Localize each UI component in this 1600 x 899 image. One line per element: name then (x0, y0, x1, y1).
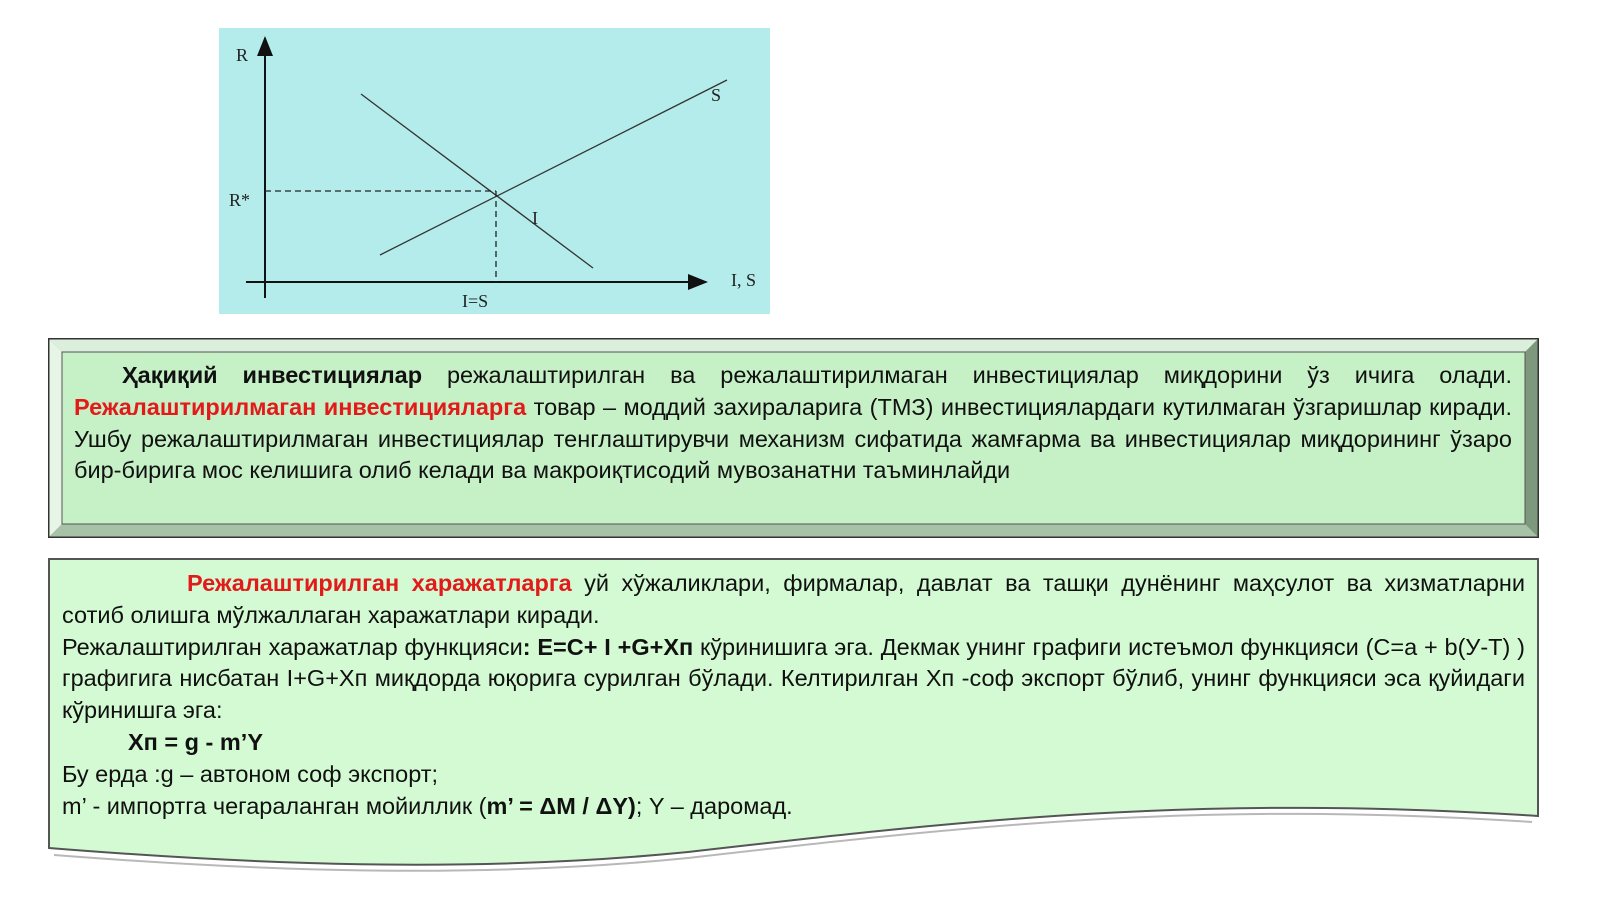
import-propensity-line: m’ - импортга чегараланган мойиллик (m’ = ΔM / ΔY); Y – даромад. (62, 792, 793, 819)
x-axis-label: I, S (731, 270, 757, 290)
equilibrium-rate-label: R* (229, 190, 251, 210)
import-propensity-formula: m’ = ΔM / ΔY) (486, 792, 636, 819)
real-investment-box (48, 338, 1539, 538)
net-export-formula-line (62, 727, 1525, 759)
autonomous-export-line: Бу ерда :g – автоном соф экспорт; (62, 760, 439, 787)
expenditure-formula: : E=C+ I +G+Xп (522, 633, 694, 660)
planned-expenditure-term: Режалаштирилган харажатларга (187, 570, 572, 596)
curve-s-label: S (711, 85, 722, 105)
real-investment-paragraph (74, 360, 1512, 487)
investment-curve-i (361, 94, 593, 268)
net-export-formula: Xп = g - m’Y (128, 728, 263, 755)
diagram-canvas (219, 28, 770, 314)
unplanned-investment-term: Режалаштирилмаган инвестицияларга (74, 393, 527, 420)
planned-expenditure-paragraph: Режалаштирилган харажатларга уй хўжаликлари, фирмалар, давлат ва ташқи дунёнинг маҳсулот ва хизматларни сотиб олишга мўлжаллаган харажатлари киради. (62, 570, 1525, 628)
equilibrium-quantity-label: I=S (462, 291, 489, 311)
real-investment-text: режалаштирилган ва режалаштирилмаган инвестициялар миқдорини ўз ичига олади. (422, 362, 1512, 388)
curve-i-label: I (532, 208, 538, 228)
expenditure-function-paragraph: Режалаштирилган харажатлар функцияси: E=C+ I +G+Xп кўринишига эга. Декмак унинг графиги истеъмол функцияси (С=a + b(У-Т) ) графигига нисбатан I+G+Xп миқдорда юқорига сурилган бўлади. Келтирилган Xп -соф экспорт бўлиб, унинг функцияси эса қуйидаги кўринишга эга: (62, 633, 1525, 724)
savings-curve-s (380, 80, 727, 255)
real-investment-term: Ҳақиқий инвестициялар (122, 362, 423, 388)
unplanned-investment-text: товар – моддий захираларига (ТМЗ) инвестициялардаги кутилмаган ўзгаришлар киради. Ушбу режалаштирилмаган инвестициялар тенглаштирувчи механизм сифатида жамғарма ва инвестициялар миқдорининг ўзаро бир-бирига мос келишига олиб келади ва макроиқтисодий мувозанатни таъминлайди (74, 393, 1513, 484)
y-axis-label: R (236, 45, 249, 65)
planned-expenditure-text (62, 568, 1525, 822)
planned-expenditure-box (48, 558, 1539, 880)
is-equilibrium-diagram (219, 28, 770, 314)
